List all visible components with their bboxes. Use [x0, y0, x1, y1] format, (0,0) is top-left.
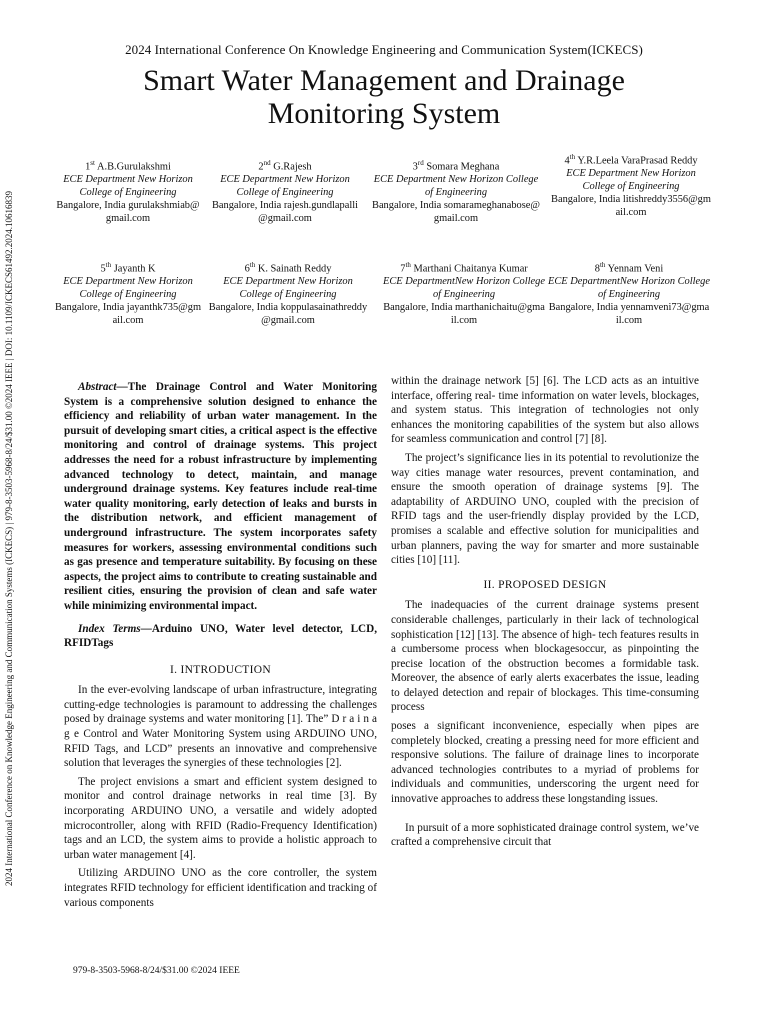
author-block-1: [54, 157, 202, 225]
author-block-2: [210, 157, 360, 225]
body-paragraph-continued: within the drainage network [5] [6]. The LCD acts as an intuitive interface, offering real- time information on water levels, blockages, and system status. This integration of technologies not only enhances the monitoring capabilities of the system but also allows for seamless communication and control [7] [8].: [391, 375, 699, 446]
abstract-body: —The Drainage Control and Water Monitoring System is a comprehensive solution designed to enhance the efficiency and reliability of urban water management. In the pursuit of developing smart cities, a critical aspect is the effective monitoring and control of drainage systems. This project addresses the need for a robust infrastructure by implementing advanced technology to detect, maintain, and manage underground drainage systems. Key features include real-time water quality monitoring, early detection of leaks and bursts in the distribution network, and efficient management of underground infrastructure. The system incorporates safety measures for workers, assessing environmental conditions such as gas presence and temperature suitability. By focusing on these aspects, the project aims to contribute to creating sustainable and resilient cities, ensuring the provision of clean and safe water while minimizing environmental impact.: [64, 381, 377, 612]
author-email: Bangalore, India koppulasainathreddy@gmail.com: [208, 301, 368, 326]
author-name: 5th Jayanth K: [100, 261, 156, 275]
author-dept: ECE Department New Horizon College of Engineering: [223, 276, 353, 301]
author-dept: ECE Department New Horizon College of Engineering: [220, 174, 350, 199]
paper-title: [60, 64, 708, 130]
author-dept: ECE Department New Horizon College of Engineering: [63, 174, 193, 199]
abstract-lead: Abstract: [78, 381, 117, 393]
title-line-2: Monitoring System: [267, 97, 501, 130]
author-block-5: [54, 259, 202, 327]
author-block-6: [208, 259, 368, 327]
author-email: Bangalore, India rajesh.gundlapalli@gmail.com: [212, 199, 358, 224]
right-column: [391, 374, 699, 850]
intro-paragraph-1: In the ever-evolving landscape of urban infrastructure, integrating cutting-edge technologies is paramount to addressing the challenges posed by drainage systems and water monitoring [1]. The” D r a i n a g e Control and Water Monitoring System using ARDUINO UNO, RFID Tags, and LCD” presents an innovative and comprehensive solution that leverages the synergies of these technologies [2].: [64, 684, 377, 770]
copyright-footer: 979-8-3503-5968-8/24/$31.00 ©2024 IEEE: [73, 966, 240, 976]
author-email: Bangalore, India gurulakshmiab@gmail.com: [56, 199, 200, 224]
section-heading-introduction: I. INTRODUCTION: [170, 663, 271, 676]
left-column: [64, 380, 377, 910]
author-name: 4th Y.R.Leela VaraPrasad Reddy: [564, 153, 698, 167]
design-paragraph-2: poses a significant inconvenience, especially when pipes are completely blocked, creating a pressing need for more efficient and responsive solutions. The failure of drainage lines to incorporate advanced technologies contributes to a myriad of problems for individuals and communities, underscoring the urgent need for innovative approaches to address these longstanding issues.: [391, 720, 699, 806]
author-block-7: [382, 259, 546, 327]
author-dept: ECE Department New Horizon College of Engineering: [63, 276, 193, 301]
author-block-4: [550, 151, 712, 219]
conference-header: 2024 International Conference On Knowledge Engineering and Communication System(ICKECS): [125, 42, 643, 57]
index-terms-lead: Index Terms: [78, 622, 141, 635]
author-email: Bangalore, India yennamveni73@gmail.com: [548, 301, 710, 326]
author-email: Bangalore, India litishreddy3556@gmail.com: [551, 193, 711, 218]
design-paragraph-1: The inadequacies of the current drainage systems present considerable challenges, particularly in their lack of technological sophistication [12] [13]. The absence of high- tech features results in a cumbersome process when blockagesoccur, as pinpointing the precise location of the obstruction becomes a formidable task. Moreover, the absence of early alerts exacerbates the issue, leading to delayed detection and repair of blockages. This time-consuming process: [391, 599, 699, 714]
intro-paragraph-2: The project envisions a smart and efficient system designed to monitor and control drainage networks in real time [3]. By incorporating ARDUINO UNO, a versatile and widely adopted microcontroller, along with RFID (Radio-Frequency Identification) tags and an LCD, the system aims to provide a holistic approach to urban water management [4].: [64, 775, 377, 861]
abstract: [64, 380, 377, 614]
author-email: Bangalore, India somarameghanabose@gmail.com: [372, 199, 540, 224]
author-block-8: [548, 259, 710, 327]
author-email: Bangalore, India jayanthk735@gmail.com: [54, 301, 202, 326]
author-name: 6th K. Sainath Reddy: [244, 261, 332, 275]
author-block-3: [372, 157, 540, 225]
body-paragraph-significance: The project’s significance lies in its potential to revolutionize the way cities manage water resources, prevent contamination, and ensure the smooth operation of drainage systems [9]. The adaptability of ARDUINO UNO, coupled with the precision of RFID tags and the user-friendly display provided by the LCD, promises a scalable and effective solution for municipalities and urban planners, paving the way for smarter and more sustainable cities [10] [11].: [391, 451, 699, 567]
author-dept: ECE Department New Horizon College of Engineering: [566, 168, 696, 193]
author-name: 1st A.B.Gurulakshmi: [85, 159, 171, 173]
author-name: 7th Marthani Chaitanya Kumar: [400, 261, 528, 275]
author-name: 3rd Somara Meghana: [412, 159, 500, 173]
index-terms: [64, 622, 377, 651]
title-line-1: Smart Water Management and Drainage: [143, 64, 625, 97]
author-dept: ECE DepartmentNew Horizon College of Engineering: [383, 276, 545, 301]
index-terms-body: —Arduino UNO, Water level detector, LCD, RFIDTags: [64, 622, 377, 650]
author-dept: ECE Department New Horizon College of Engineering: [373, 174, 539, 199]
intro-paragraph-3: Utilizing ARDUINO UNO as the core controller, the system integrates RFID technology for efficient identification and tracking of various components: [64, 867, 377, 909]
section-heading-proposed-design: II. PROPOSED DESIGN: [483, 578, 607, 591]
author-email: Bangalore, India marthanichaitu@gmail.com: [383, 301, 545, 326]
side-citation-strip: [2, 134, 16, 886]
author-name: 2nd G.Rajesh: [258, 159, 312, 173]
design-paragraph-3: In pursuit of a more sophisticated drainage control system, we’ve crafted a comprehensive circuit that: [391, 821, 699, 849]
side-citation-text: 2024 International Conference on Knowledge Engineering and Communication Systems (ICKECS) | 979-8-3503-5968-8/24/$31.00 ©2024 IEEE | DOI: 10.1109/ICKECS61492.2024.10616839: [4, 190, 14, 886]
author-dept: ECE DepartmentNew Horizon College of Engineering: [548, 276, 710, 301]
author-name: 8th Yennam Veni: [594, 261, 664, 275]
